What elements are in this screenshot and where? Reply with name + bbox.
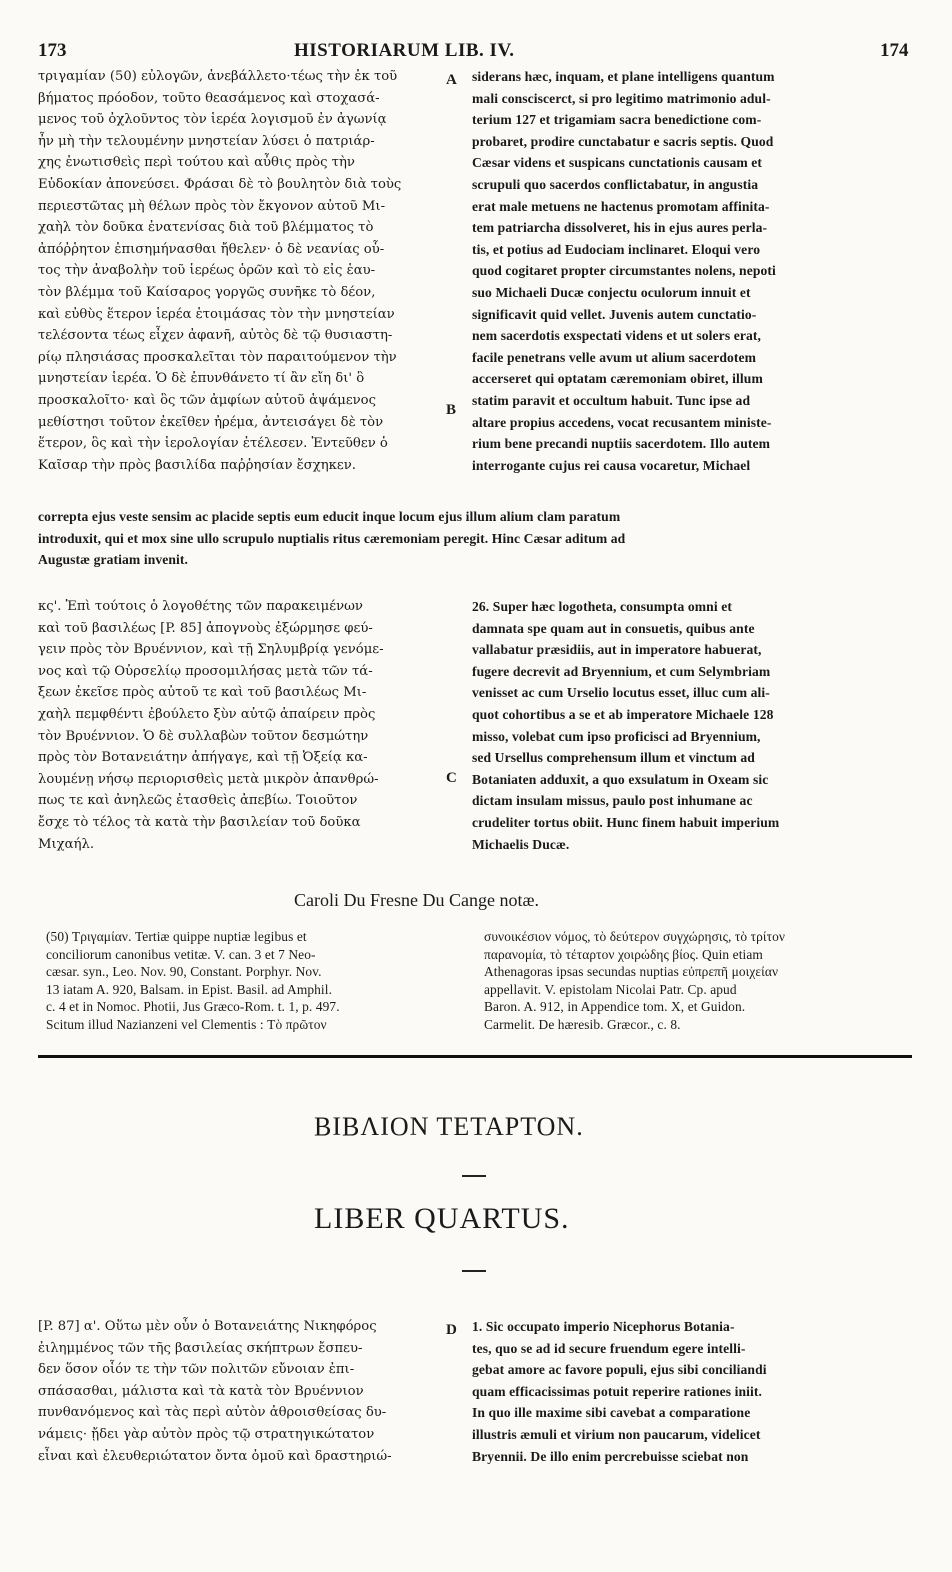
text-line: λουμένῃ νήσῳ περιορισθεὶς μετὰ μικρὸν ἀπανθρώ- xyxy=(38,771,379,787)
text-line: 1. Sic occupato imperio Nicephorus Botania- xyxy=(472,1319,735,1334)
text-line: statim paravit et occultum habuit. Tunc ipse ad xyxy=(472,392,751,408)
text-line: πυνθανόμενος καὶ τὰς περὶ αὐτὸν ἀθροισθείσας δυ- xyxy=(38,1405,387,1421)
page-number-right: 174 xyxy=(880,40,909,61)
text-line: τριγαμίαν (50) εὐλογῶν, ἀνεβάλλετο·τέως τὴν ἐκ τοῦ xyxy=(38,69,398,84)
text-line: βήματος πρόοδον, τοῦτο θεασάμενος καὶ στοχασά- xyxy=(38,90,380,106)
text-line: δεν ὅσον οἷόν τε τὴν τῶν πολιτῶν εὔνοιαν ἐπι- xyxy=(38,1362,355,1378)
text-line: Augustæ gratiam invenit. xyxy=(38,552,189,568)
text-line: c. 4 et in Nomoc. Photii, Jus Græco-Rom. t. 1, p. 497. xyxy=(46,999,340,1014)
text-line: quam efficacissimas potuit reperire rationes iniit. xyxy=(472,1383,763,1399)
title-dash-2 xyxy=(462,1270,486,1272)
text-line: τελέσοντα τέως εἶχεν ἀφανῆ, αὐτὸς δὲ τῷ θυσιαστη- xyxy=(38,328,393,344)
text-line: παρανομία, τὸ τέταρτον χοιρώδης βίος. Quin etiam xyxy=(484,946,763,962)
text-line: 13 iatam A. 920, Balsam. in Epist. Basil. ad Amphil. xyxy=(46,981,333,997)
text-line: damnata spe quam aut in consuetis, quibus ante xyxy=(472,620,755,636)
latin-column-3 xyxy=(472,1316,912,1467)
footnote-left xyxy=(46,928,462,1033)
text-line: tem patriarcha dissolveret, his in ejus aures perla- xyxy=(472,220,768,236)
text-line: terium 127 et trigamiam sacra benedictione com- xyxy=(472,112,762,128)
text-line: quod cogitaret propter circumstantes nolens, nepoti xyxy=(472,263,776,279)
text-line: ἕτερον, ὃς καὶ τὴν ἱερολογίαν ἐτέλεσεν. Ἐντεῦθεν ὁ xyxy=(38,436,388,452)
text-line: μενος τοῦ ὀχλοῦντος τὸν ἱερέα λογισμοῦ ἐν ἀγωνίᾳ xyxy=(38,112,387,128)
text-line: suo Michaeli Ducæ conjectu oculorum innuit et xyxy=(472,284,751,300)
text-line: siderans hæc, inquam, et plane intelligens quantum xyxy=(472,69,775,84)
greek-column-3 xyxy=(38,1316,462,1467)
text-line: πως τε καὶ ἀνηλεῶς ἐτασθεὶς ἀπεβίω. Τοιοῦτον xyxy=(38,793,358,809)
text-line: ξεων ἐκεῖσε πρὸς αὐτοῦ τε καὶ τοῦ βασιλέως Μι- xyxy=(38,685,367,701)
text-line: Bryennii. De illo enim percrebuisse sciebat non xyxy=(472,1448,749,1464)
latin-column-1 xyxy=(472,66,912,476)
text-line: καὶ εὐθὺς ἕτερον ἱερέα ἑτοιμάσας τὸν τὴν μνηστείαν xyxy=(38,306,395,322)
text-line: πρὸς τὸν Βοτανειάτην ἀπήγαγε, καὶ τῇ Ὀξείᾳ κα- xyxy=(38,750,368,766)
text-line: Botaniaten adduxit, a quo exsulatum in Oxeam sic xyxy=(472,771,769,787)
text-line: Scitum illud Nazianzeni vel Clementis : Τὸ πρῶτον xyxy=(46,1016,327,1032)
text-line: ρίῳ πλησιάσας προσκαλεῖται τὸν παραιτούμενον τὴν xyxy=(38,349,397,365)
book-title-latin: LIBER QUARTUS. xyxy=(314,1202,570,1235)
text-line: illustris æmuli et virium non paucarum, videlicet xyxy=(472,1426,761,1442)
text-line: accerseret qui optatam cæremoniam obiret, illum xyxy=(472,371,763,387)
text-line: Καῖσαρ τὴν πρὸς βασιλίδα παῤῥησίαν ἔσχηκεν. xyxy=(38,457,356,473)
text-line: χαὴλ πεμφθέντι ἐβούλετο ξὺν αὐτῷ ἀπαίρειν πρὸς xyxy=(38,706,376,722)
running-title: HISTORIARUM LIB. IV. xyxy=(294,40,515,61)
divider-rule xyxy=(38,1055,912,1058)
text-line: μεθίστησι τοῦτον ἐκεῖθεν ἠρέμα, ἀντεισάγει δὲ τὸν xyxy=(38,414,384,430)
text-line: Carmelit. De hæresib. Græcor., c. 8. xyxy=(484,1016,681,1032)
text-line: εἶναι καὶ ἐλευθεριώτατον ὄντα ὁμοῦ καὶ δραστηριώ- xyxy=(38,1448,392,1464)
text-line: Εὐδοκίαν ἀπονεύσει. Φράσαι δὲ τὸ βουλητὸν διὰ τοὺς xyxy=(38,176,402,192)
text-line: nem sacerdotis exspectati videns et ut solers erat, xyxy=(472,328,761,344)
greek-column-2 xyxy=(38,596,462,855)
text-line: introduxit, qui et mox sine ullo scrupulo nuptialis ritus cæremoniam peregit. Hinc Cæsar aditum ad xyxy=(38,530,626,546)
text-line: (50) Τριγαμίαν. Tertiæ quippe nuptiæ legibus et xyxy=(46,929,307,944)
text-line: In quo ille maxime sibi cavebat a comparatione xyxy=(472,1405,751,1421)
book-title-greek: ΒΙΒΛΙΟΝ ΤΕΤΑΡΤΟΝ. xyxy=(314,1112,584,1141)
text-line: correpta ejus veste sensim ac placide septis eum educit inque locum ejus illum alium clam paratum xyxy=(38,509,621,524)
text-line: facile penetrans velle avum ut alium sacerdotem xyxy=(472,349,757,365)
text-line: sed Ursellus comprehensum illum et vinctum ad xyxy=(472,750,755,766)
text-line: dictam insulam missus, paulo post inhumane ac xyxy=(472,793,753,809)
title-dash-1 xyxy=(462,1175,486,1177)
margin-letter-c: C xyxy=(446,770,457,786)
text-line: νος καὶ τῷ Οὐρσελίῳ προσομιλήσας μετὰ τῶν τά- xyxy=(38,663,373,679)
text-line: Μιχαήλ. xyxy=(38,836,95,852)
text-line: νάμεις· ᾔδει γὰρ αὐτὸν πρὸς τῷ στρατηγικώτατον xyxy=(38,1426,375,1442)
margin-letter-b: B xyxy=(446,402,457,418)
greek-column-1 xyxy=(38,66,462,476)
text-line: altare propius accedens, vocat recusantem ministe- xyxy=(472,414,772,430)
text-line: appellavit. V. epistolam Nicolai Patr. Cp. apud xyxy=(484,981,737,997)
text-line: crudeliter tortus obiit. Hunc finem habuit imperium xyxy=(472,814,780,830)
text-line: fugere decrevit ad Bryennium, et cum Selymbriam xyxy=(472,663,771,679)
text-line: mali consciscerct, si pro legitimo matrimonio adul- xyxy=(472,90,771,106)
text-line: Athenagoras ipsas secundas nuptias εὐπρεπῆ μοιχείαν xyxy=(484,964,779,979)
text-line: cæsar. syn., Leo. Nov. 90, Constant. Porphyr. Nov. xyxy=(46,964,322,979)
text-line: Cæsar videns et suspicans cunctationis causam et xyxy=(472,155,763,171)
text-line: gebat amore ac favore populi, ejus sibi conciliandi xyxy=(472,1362,767,1378)
text-line: ἐιλημμένος τῶν τῆς βασιλείας σκήπτρων ἔσπευ- xyxy=(38,1340,363,1356)
text-line: [P. 87] α'. Οὕτω μὲν οὖν ὁ Βοτανειάτης Νικηφόρος xyxy=(38,1319,377,1334)
text-line: scrupuli quo sacerdos conflictabatur, in angustia xyxy=(472,176,759,192)
text-line: κς'. Ἐπὶ τούτοις ὁ λογοθέτης τῶν παρακειμένων xyxy=(38,599,363,614)
text-line: rium bene precandi nuptiis sacerdotem. Illo autem xyxy=(472,436,771,452)
text-line: γειν πρὸς τὸν Βρυέννιον, καὶ τῇ Σηλυμβρίᾳ γενόμε- xyxy=(38,642,384,658)
text-line: interrogante cujus rei causa vocaretur, Michael xyxy=(472,457,751,473)
notes-title: Caroli Du Fresne Du Cange notæ. xyxy=(294,890,539,910)
page-number-left: 173 xyxy=(38,40,67,61)
text-line: χης ἐνωτισθεὶς περὶ τούτου καὶ αὖθις πρὸς τὴν xyxy=(38,155,355,171)
margin-letter-a: A xyxy=(446,72,457,88)
text-line: ἦν μὴ τὴν τελουμένην μνηστείαν λύσει ὁ πατριάρ- xyxy=(38,133,375,149)
full-width-text xyxy=(38,506,912,571)
text-line: significavit quid vellet. Juvenis autem cunctatio- xyxy=(472,306,757,322)
text-line: tes, quo se ad id secure fruendum egere intelli- xyxy=(472,1340,746,1356)
text-line: conciliorum canonibus vetitæ. V. can. 3 et 7 Neo- xyxy=(46,946,316,962)
text-line: venisset ac cum Urselio locutus esset, illuc cum ali- xyxy=(472,685,770,701)
text-line: προσκαλοῖτο· καὶ ὃς τῶν ἀμφίων αὐτοῦ ἁψάμενος xyxy=(38,392,376,408)
text-line: τὸν βλέμμα τοῦ Καίσαρος γοργῶς συνῆκε τὸ δέον, xyxy=(38,284,376,300)
text-line: τὸν Βρυέννιον. Ὁ δὲ συλλαβὼν τοῦτον δεσμώτην xyxy=(38,728,369,744)
text-line: τος τὴν ἀναβολὴν τοῦ ἱερέως ὁρῶν καὶ τὸ εἰς ἑαυ- xyxy=(38,263,376,279)
footnote-right xyxy=(484,928,912,1033)
text-line: μνηστείαν ἱερέα. Ὁ δὲ ἐπυνθάνετο τί ἂν εἴη δι' ὃ xyxy=(38,371,365,387)
text-line: ἀπόῤῥητον ἐπισημήνασθαι ἤθελεν· ὁ δὲ νεανίας οὗ- xyxy=(38,241,385,257)
text-line: misso, volebat cum ipso proficisci ad Bryennium, xyxy=(472,728,761,744)
text-line: Baron. A. 912, in Appendice tom. X, et Guidon. xyxy=(484,999,746,1014)
text-line: tis, et potius ad Eudociam inclinaret. Eloqui vero xyxy=(472,241,761,257)
text-line: vallabatur præsidiis, aut in imperatore habuerat, xyxy=(472,642,762,658)
text-line: περιεστῶτας μὴ θέλων πρὸς τὸν ἔκγονον αὐτοῦ Μι- xyxy=(38,198,386,214)
text-line: probaret, prodire cunctabatur e sacris septis. Quod xyxy=(472,133,774,149)
text-line: erat male metuens ne hactenus promotam affinita- xyxy=(472,198,770,214)
text-line: χαὴλ τὸν δοῦκα ἐνατενίσας διὰ τοῦ βλέμματος τὸ xyxy=(38,220,374,236)
text-line: quot cohortibus a se et ab imperatore Michaele 128 xyxy=(472,706,774,722)
latin-column-2 xyxy=(472,596,912,855)
text-line: συνοικέσιον νόμος, τὸ δεύτερον συγχώρησις, τὸ τρίτον xyxy=(484,929,786,944)
text-line: 26. Super hæc logotheta, consumpta omni et xyxy=(472,599,732,614)
text-line: Michaelis Ducæ. xyxy=(472,836,570,852)
text-line: σπάσασθαι, μάλιστα καὶ τὰ κατὰ τὸν Βρυέννιον xyxy=(38,1383,364,1399)
text-line: ἔσχε τὸ τέλος τὰ κατὰ τὴν βασιλείαν τοῦ δοῦκα xyxy=(38,814,361,830)
margin-letter-d: D xyxy=(446,1322,457,1338)
text-line: καὶ τοῦ βασιλέως [P. 85] ἀπογνοὺς ἐξώρμησε φεύ- xyxy=(38,620,373,636)
